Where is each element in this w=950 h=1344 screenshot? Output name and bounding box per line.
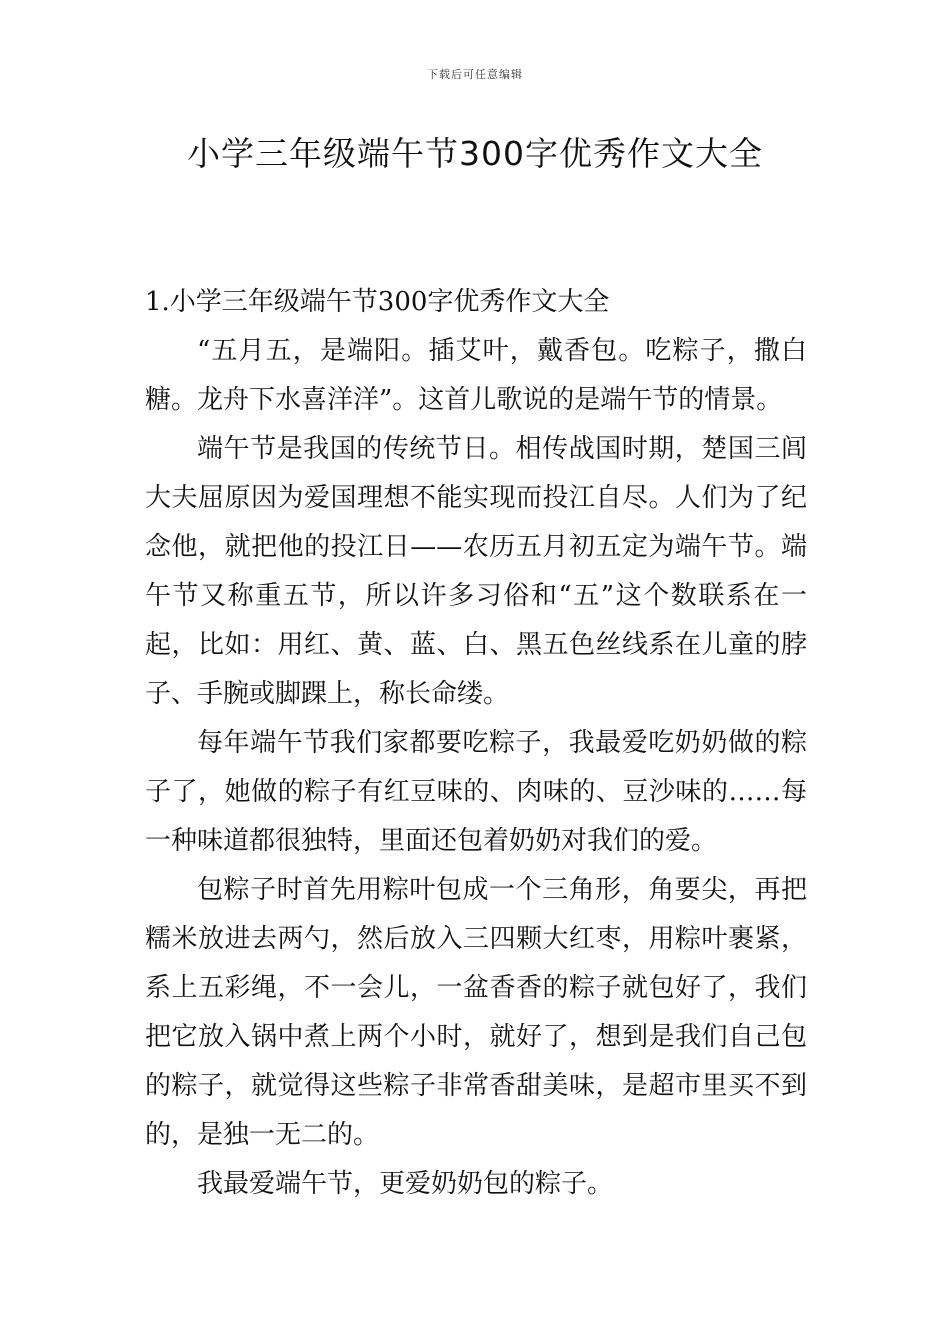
paragraph-1: “五月五，是端阳。插艾叶，戴香包。吃粽子，撒白糖。龙舟下水喜洋洋”。这首儿歌说的是端午节的情景。	[145, 336, 807, 415]
document-body	[145, 278, 807, 1209]
document-title: 小学三年级端午节300字优秀作文大全	[187, 134, 763, 173]
header-note: 下载后可任意编辑	[427, 68, 523, 81]
section-heading: 1.小学三年级端午节300字优秀作文大全	[145, 287, 610, 317]
paragraph-2: 端午节是我国的传统节日。相传战国时期，楚国三闾大夫屈原因为爱国理想不能实现而投江自尽。人们为了纪念他，就把他的投江日——农历五月初五定为端午节。端午节又称重五节，所以许多习俗和“五”这个数联系在一起，比如：用红、黄、蓝、白、黑五色丝线系在儿童的脖子、手腕或脚踝上，称长命缕。	[145, 434, 807, 709]
paragraph-5: 我最爱端午节，更爱奶奶包的粽子。	[197, 1169, 614, 1199]
paragraph-3: 每年端午节我们家都要吃粽子，我最爱吃奶奶做的粽子了，她做的粽子有红豆味的、肉味的、豆沙味的……每一种味道都很独特，里面还包着奶奶对我们的爱。	[145, 728, 807, 856]
paragraph-4: 包粽子时首先用粽叶包成一个三角形，角要尖，再把糯米放进去两勺，然后放入三四颗大红枣，用粽叶裹紧，系上五彩绳，不一会儿，一盆香香的粽子就包好了，我们把它放入锅中煮上两个小时，就好了，想到是我们自己包的粽子，就觉得这些粽子非常香甜美味，是超市里买不到的，是独一无二的。	[145, 875, 807, 1150]
